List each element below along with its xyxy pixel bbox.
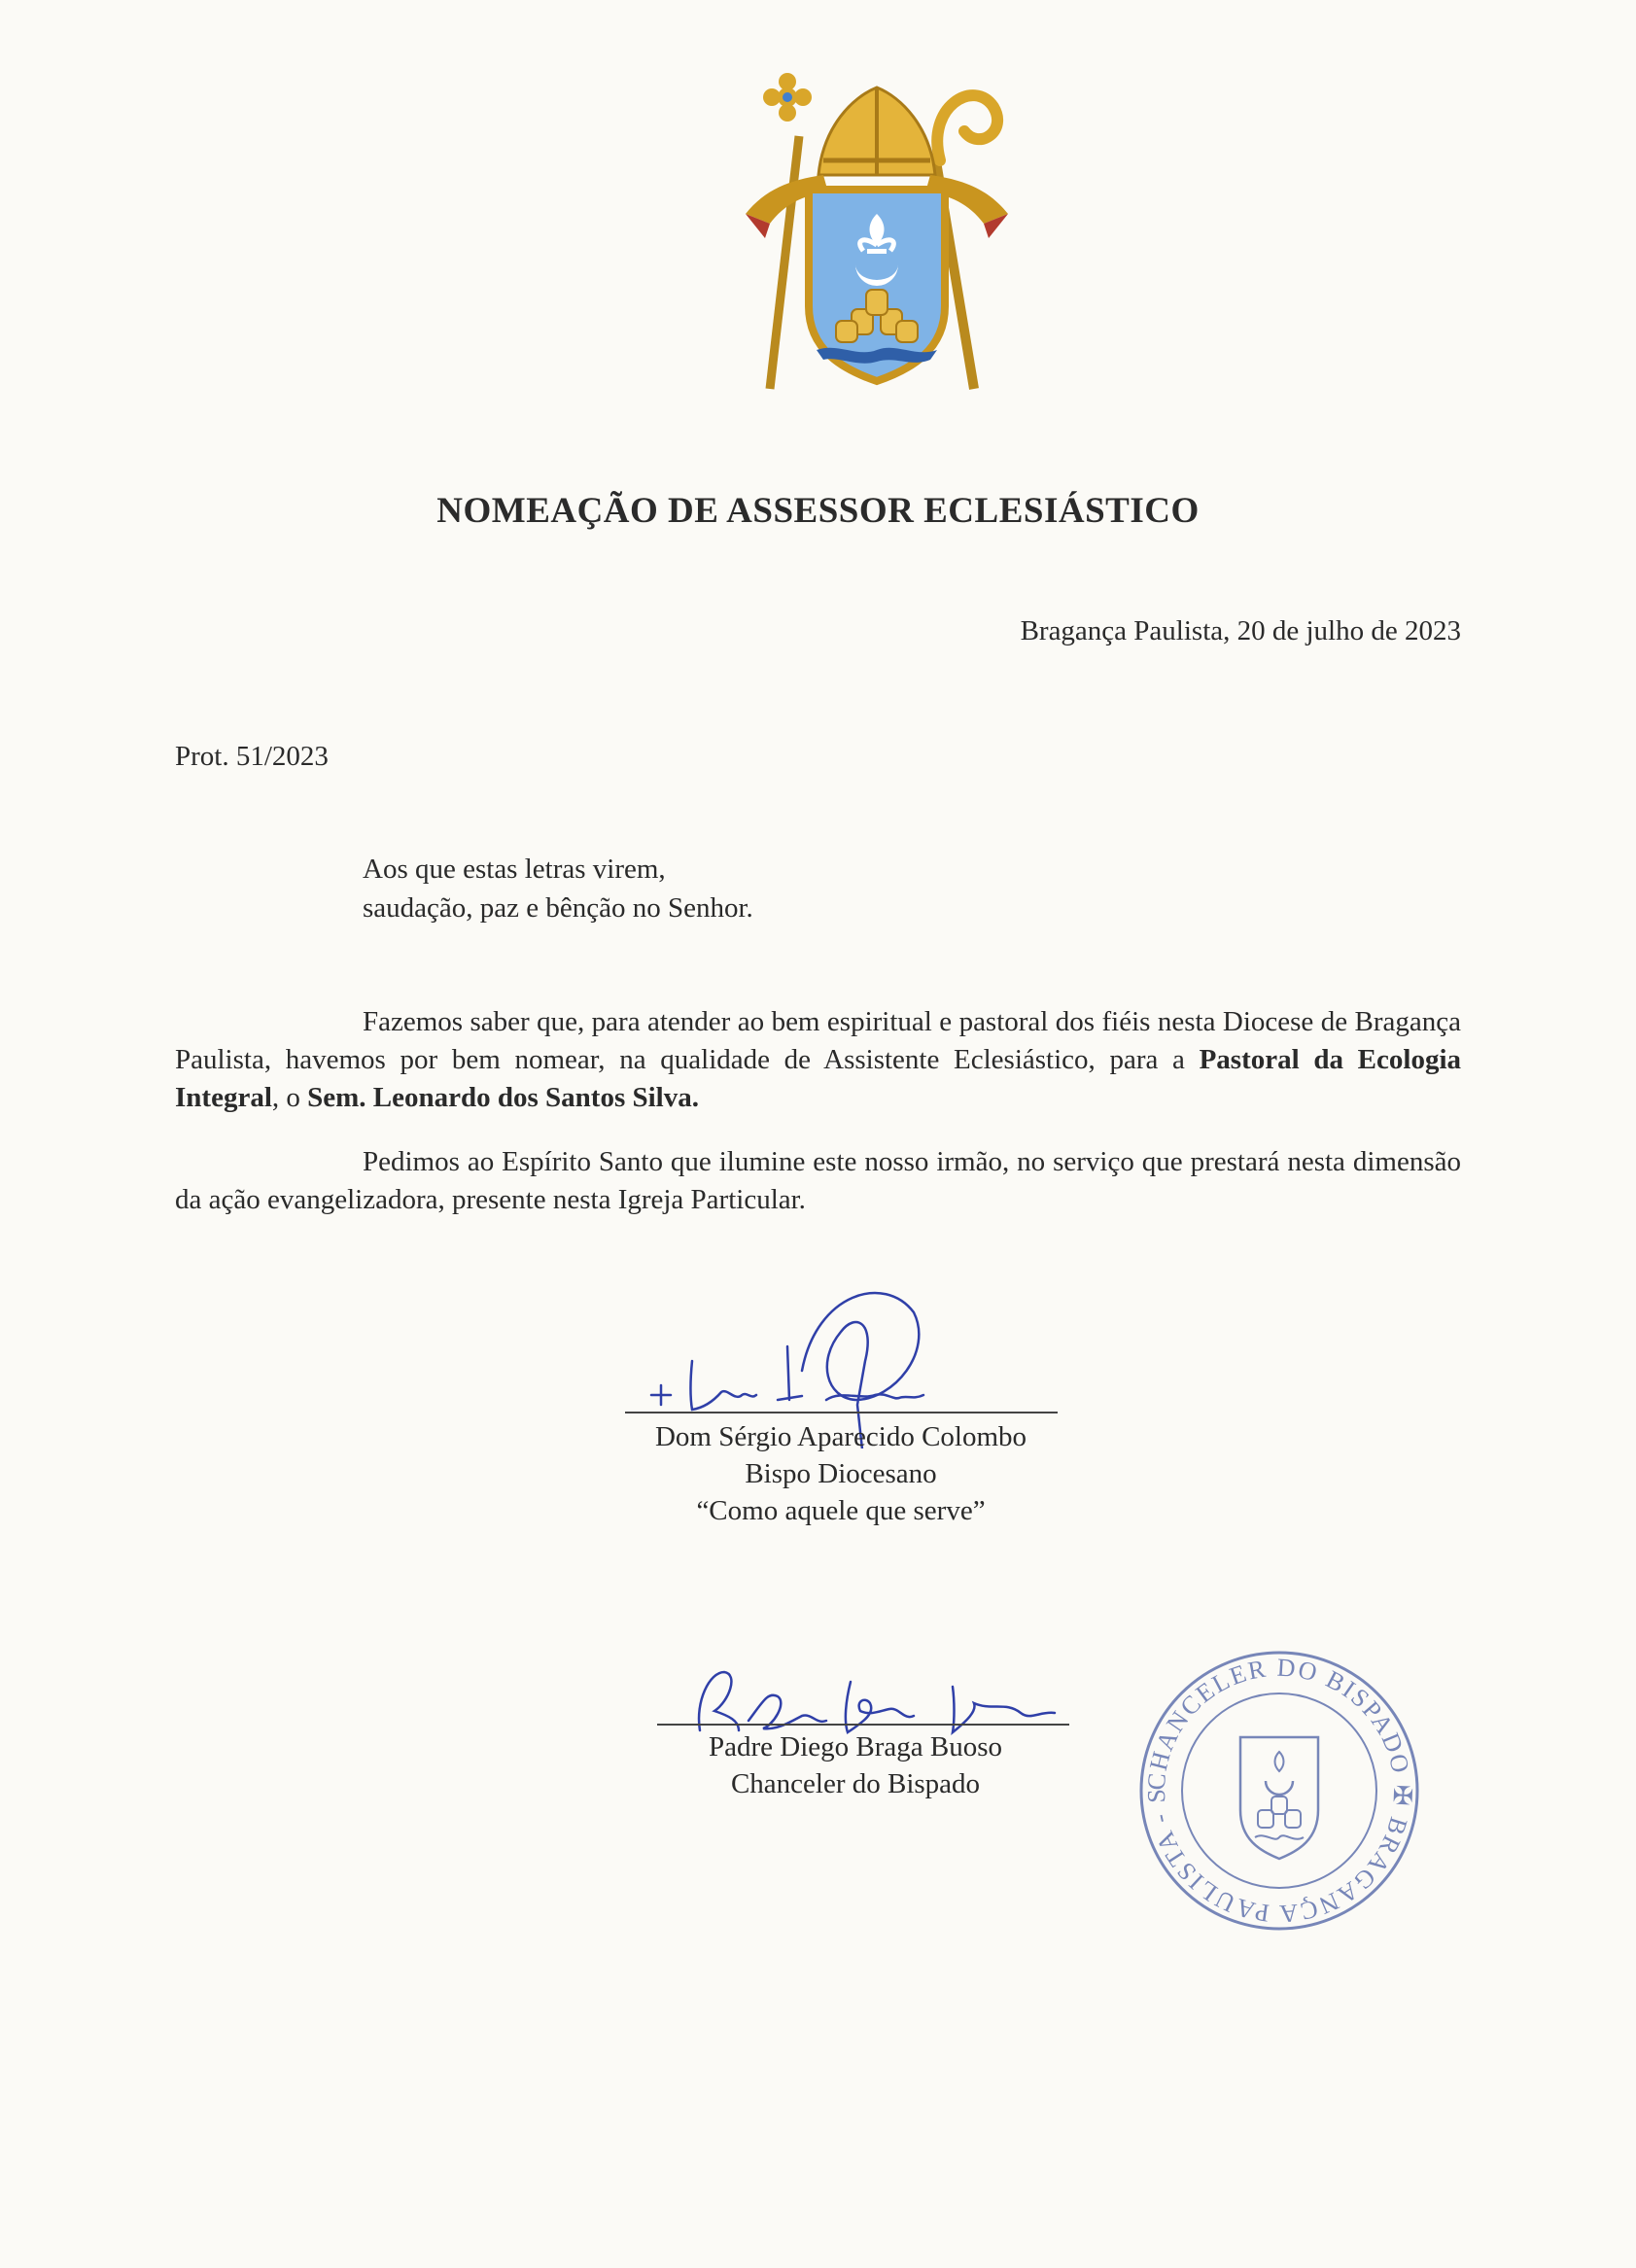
svg-text:CHANCELER DO BISPADO ✠ BRAGANÇ bbox=[1133, 1645, 1416, 1928]
pastoral-name: Pastoral da Ecologia Integral bbox=[175, 1044, 1462, 1113]
protocol-number: Prot. 51/2023 bbox=[175, 741, 329, 772]
stamp-outer-text: CHANCELER DO BISPADO ✠ BRAGANÇA PAULISTA - S bbox=[1141, 1653, 1417, 1929]
signatory-1-motto: “Como aquele que serve” bbox=[696, 1495, 986, 1526]
signatory-1-role: Bispo Diocesano bbox=[745, 1458, 937, 1489]
coat-of-arms-icon bbox=[731, 68, 1013, 418]
body-paragraph-1 bbox=[175, 1003, 1461, 1117]
appointee-name: Sem. Leonardo dos Santos Silva. bbox=[307, 1082, 699, 1113]
document-title: NOMEAÇÃO DE ASSESSOR ECLESIÁSTICO bbox=[436, 491, 1200, 531]
greeting bbox=[363, 850, 753, 927]
official-stamp bbox=[1133, 1645, 1425, 1937]
signature-line-2 bbox=[657, 1724, 1069, 1726]
signatory-2-role: Chanceler do Bispado bbox=[730, 1768, 981, 1799]
p1-text-1: Fazemos saber que, para atender ao bem espiritual e pastoral dos fiéis nesta Diocese de Bragança Paulista, havemos por bem nomear, na qualidade de Assistente Eclesiástico, para a bbox=[175, 1006, 1461, 1075]
greeting-line-1: Aos que estas letras virem, bbox=[363, 854, 666, 885]
signatory-1-block bbox=[603, 1418, 1079, 1529]
signatory-2-name: Padre Diego Braga Buoso bbox=[708, 1731, 1003, 1762]
date-line: Bragança Paulista, 20 de julho de 2023 bbox=[1020, 615, 1461, 646]
body-paragraph-2: Pedimos ao Espírito Santo que ilumine este nosso irmão, no serviço que prestará nesta dimensão da ação evangelizadora, presente nesta Igreja Particular. bbox=[175, 1146, 1461, 1215]
p1-text-2: , o bbox=[271, 1082, 308, 1113]
greeting-line-2: saudação, paz e bênção no Senhor. bbox=[363, 892, 753, 924]
stamp-seal-icon bbox=[1133, 1645, 1425, 1937]
signatory-1-name: Dom Sérgio Aparecido Colombo bbox=[654, 1421, 1027, 1452]
signatory-2-block bbox=[661, 1728, 1050, 1802]
signature-line-1 bbox=[625, 1412, 1058, 1413]
